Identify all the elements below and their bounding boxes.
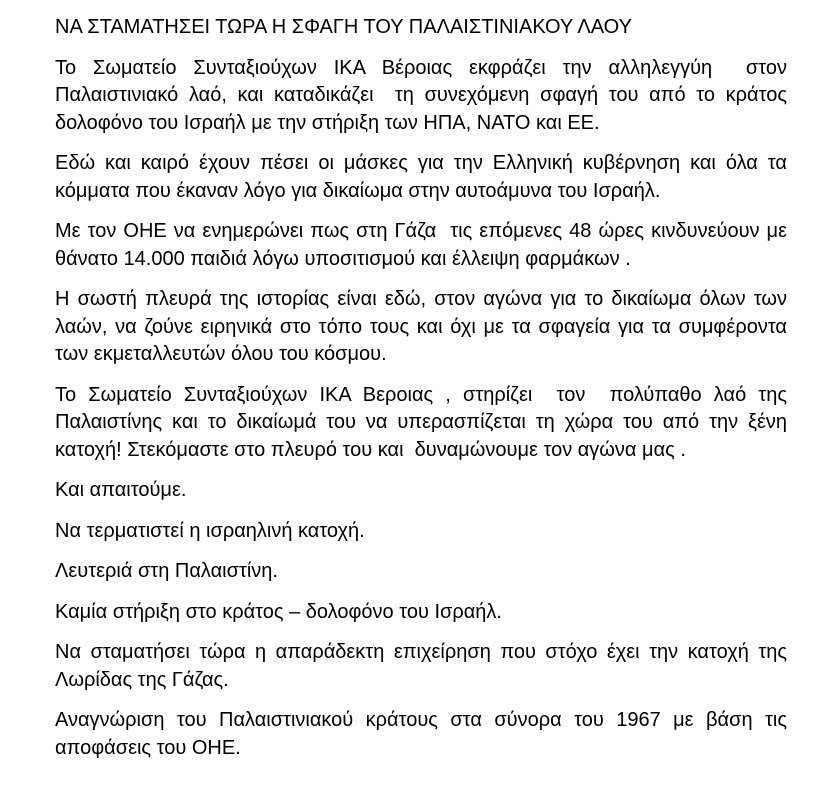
paragraph-masks-fallen: Εδώ και καιρό έχουν πέσει οι μάσκες για την Ελληνική κυβέρνηση και όλα τα κόμματα που έκαναν λόγο για δικαίωμα στην αυτοάμυνα του Ισραήλ. [55, 152, 793, 202]
paragraph-we-demand: Και απαιτούμε. [55, 479, 187, 501]
paragraph-recognition-1967: Αναγνώριση του Παλαιστινιακού κράτους στα σύνορα του 1967 με βάση τις αποφάσεις του ΟΗΕ. [55, 709, 793, 759]
paragraph-stop-operation: Να σταματήσει τώρα η απαράδεκτη επιχείρηση που στόχο έχει την κατοχή της Λωρίδας της Γάζας. [55, 641, 792, 691]
paragraph-solidarity-statement: Το Σωματείο Συνταξιούχων ΙΚΑ Βέροιας εκφράζει την αλληλεγγύη στον Παλαιστινιακό λαό, και καταδικάζει τη συνεχόμενη σφαγή του από το κράτος δολοφόνο του Ισραήλ με την στήριξη των ΗΠΑ, ΝΑΤΟ και ΕΕ. [55, 56, 793, 134]
paragraph-un-warning: Με τον ΟΗΕ να ενημερώνει πως στη Γάζα τις επόμενες 48 ώρες κινδυνεύουν με θάνατο 14.000 παιδιά λόγω υποσιτισμού και έλλειψη φαρμάκων . [55, 220, 793, 270]
paragraph-end-occupation: Να τερματιστεί η ισραηλινή κατοχή. [55, 519, 365, 542]
document-title: ΝΑ ΣΤΑΜΑΤΗΣΕΙ ΤΩΡΑ Η ΣΦΑΓΗ ΤΟΥ ΠΑΛΑΙΣΤΙΝΙΑΚΟΥ ΛΑΟΥ [55, 16, 632, 38]
paragraph-freedom-palestine: Λευτεριά στη Παλαιστίνη. [55, 560, 278, 582]
paragraph-no-support: Καμία στήριξη στο κράτος – δολοφόνο του Ισραήλ. [55, 600, 502, 623]
paragraph-right-side-of-history: Η σωστή πλευρά της ιστορίας είναι εδώ, στον αγώνα για το δικαίωμα όλων των λαών, να ζούνε ειρηνικά στο τόπο τους και όχι με τα σφαγεία για τα συμφέροντα των εκμεταλλευτών όλου του κόσμου. [55, 288, 793, 365]
paragraph-union-support: Το Σωματείο Συνταξιούχων ΙΚΑ Βεροιας , στηρίζει τον πολύπαθο λαό της Παλαιστίνης και το δικαίωμά του να υπερασπίζεται τη χώρα του από την ξένη κατοχή! Στεκόμαστε στο πλευρό του και δυναμώνουμε τον αγώνα μας . [55, 383, 793, 461]
